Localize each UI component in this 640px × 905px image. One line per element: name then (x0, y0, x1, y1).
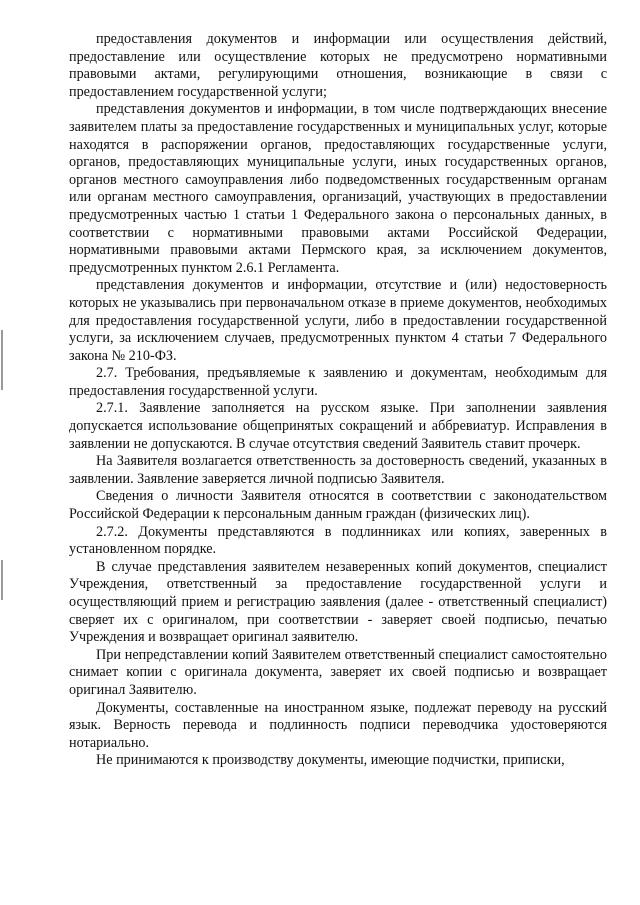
scan-edge-mark (1, 330, 3, 390)
paragraph: 2.7.2. Документы представляются в подлинниках или копиях, заверенных в установленном порядке. (69, 523, 607, 558)
paragraph: представления документов и информации, в том числе подтверждающих внесение заявителем платы за предоставление государственных и муниципальных услуг, которые находятся в распоряжении органов, предоставляющих государственные услуги, органов, предоставляющих муниципальные услуги, иных государственных органов, органов местного самоуправления либо подведомственных государственным органам или органам местного самоуправления, организаций, участвующих в предоставлении предусмотренных частью 1 статьи 1 Федерального закона о персональных данных, в соответствии с нормативными правовыми актами Российской Федерации, нормативными правовыми актами Пермского края, за исключением документов, предусмотренных пунктом 2.6.1 Регламента. (69, 101, 607, 276)
scan-edge-mark (1, 560, 3, 600)
paragraph: Не принимаются к производству документы, имеющие подчистки, приписки, (96, 752, 565, 769)
paragraph: В случае представления заявителем незаверенных копий документов, специалист Учреждения, ответственный за предоставление государственной услуги и осуществляющий прием и регистрацию заявления (далее - ответственный специалист) сверяет их с оригиналом, при соответствии - заверяет своей подписью, печатью Учреждения и возвращает оригинал заявителю. (69, 558, 607, 646)
document-body (69, 31, 607, 770)
paragraph: 2.7. Требования, предъявляемые к заявлению и документам, необходимым для предоставления государственной услуги. (69, 365, 607, 399)
paragraph: представления документов и информации, отсутствие и (или) недостоверность которых не указывались при первоначальном отказе в приеме документов, необходимых для предоставления государственной услуги, либо в предоставлении государственной услуги, за исключением случаев, предусмотренных пунктом 4 статьи 7 Федерального закона № 210-ФЗ. (69, 277, 607, 364)
paragraph: При непредставлении копий Заявителем ответственный специалист самостоятельно снимает копии с оригинала документа, заверяет их своей подписью и возвращает оригинал Заявителю. (69, 646, 607, 698)
paragraph: На Заявителя возлагается ответственность за достоверность сведений, указанных в заявлении. Заявление заверяется личной подписью Заявителя. (69, 453, 607, 487)
paragraph: предоставления документов и информации или осуществления действий, предоставление или осуществление которых не предусмотрено нормативными правовыми актами, регулирующими отношения, возникающие в связи с предоставлением государственной услуги; (69, 31, 607, 100)
paragraph: 2.7.1. Заявление заполняется на русском языке. При заполнении заявления допускается использование общепринятых сокращений и аббревиатур. Исправления в заявлении не допускаются. В случае отсутствия сведений Заявитель ставит прочерк. (69, 400, 607, 452)
paragraph: Сведения о личности Заявителя относятся в соответствии с законодательством Российской Федерации к персональным данным граждан (физических лиц). (69, 488, 607, 523)
paragraph: Документы, составленные на иностранном языке, подлежат переводу на русский язык. Верность перевода и подлинность подписи переводчика удостоверяются нотариально. (69, 699, 607, 751)
